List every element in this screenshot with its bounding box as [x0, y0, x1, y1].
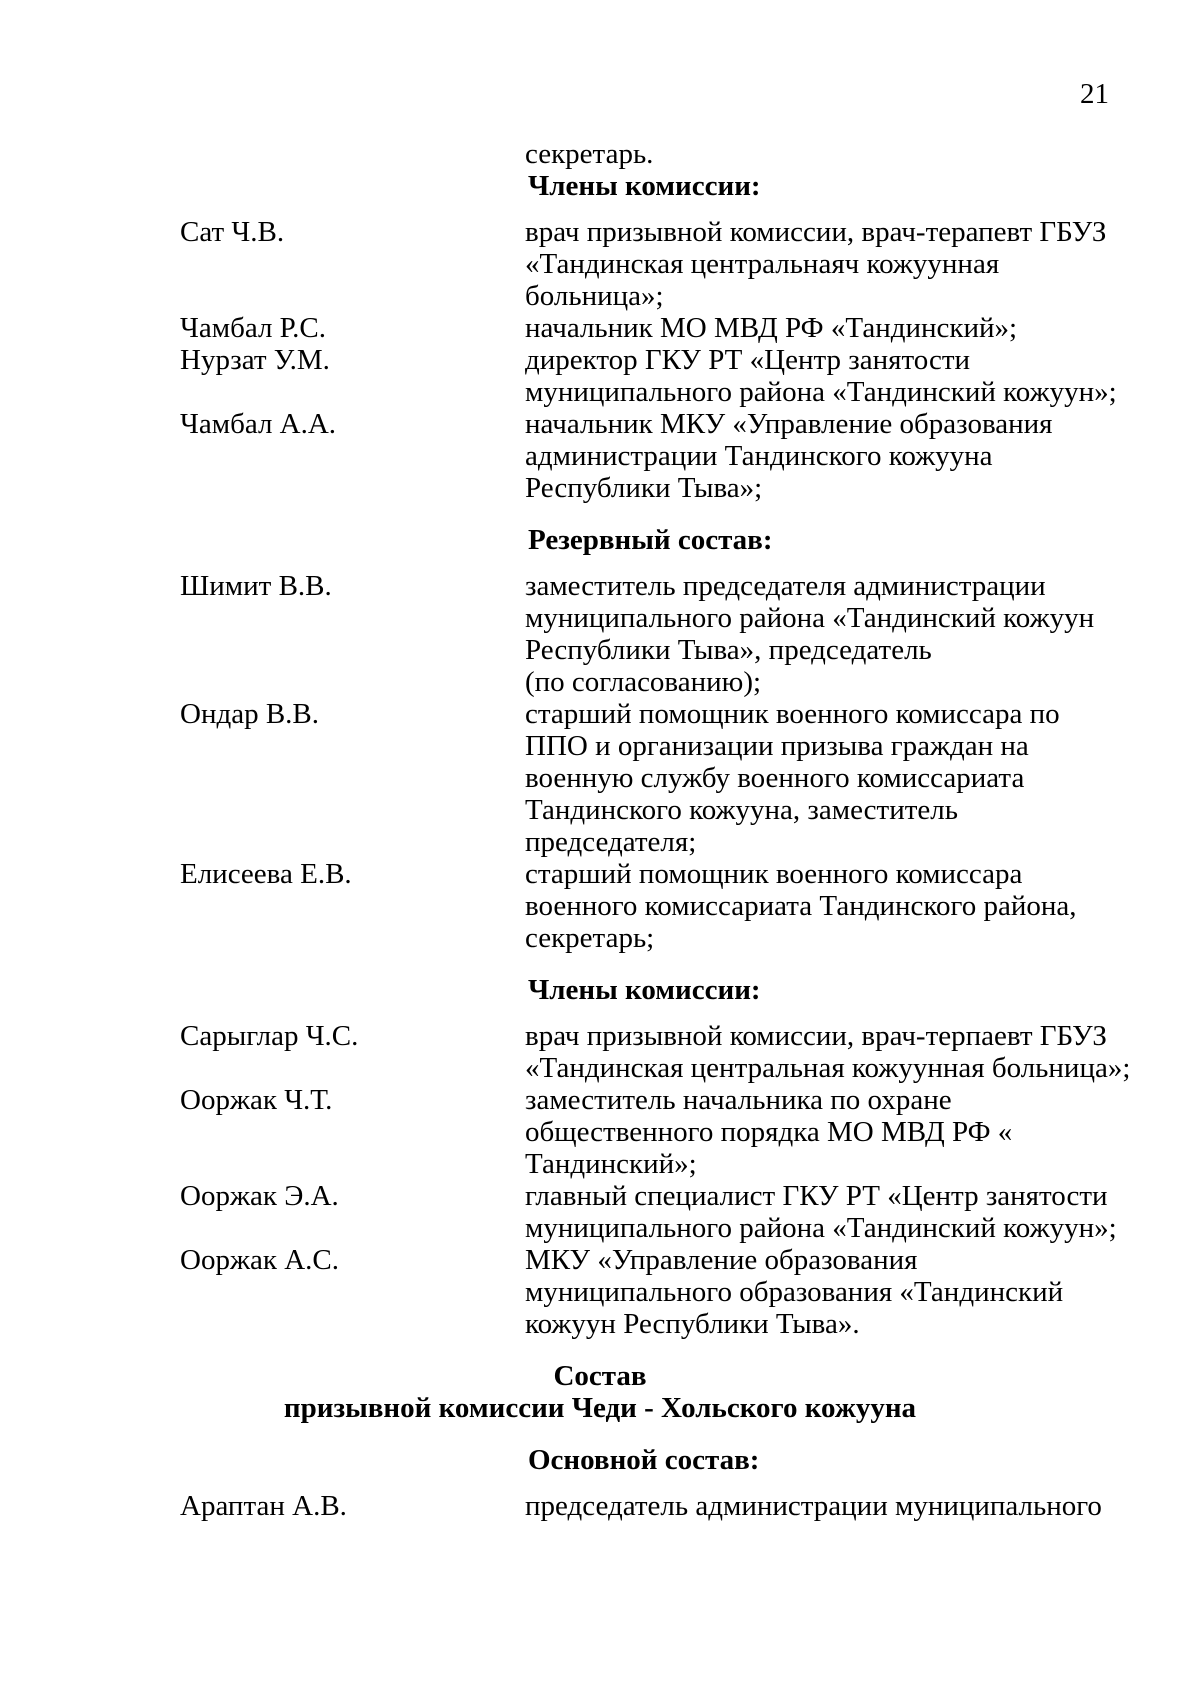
member-name: Чамбал Р.С.	[180, 312, 327, 344]
section-title-line: призывной комиссии Чеди - Хольского кожууна	[283, 1392, 917, 1424]
position-line: Республики Тыва», председатель	[525, 634, 932, 666]
member-position	[525, 1490, 1135, 1522]
member-position	[525, 216, 1135, 312]
position-line: председателя;	[525, 826, 697, 858]
position-line: ППО и организации призыва граждан на	[525, 730, 1029, 762]
position-line: муниципального района «Тандинский кожуун	[525, 602, 1095, 634]
position-line: председатель администрации муниципального	[525, 1490, 1102, 1522]
member-name: Чамбал А.А.	[180, 408, 337, 440]
member-row	[0, 570, 1200, 698]
member-row	[0, 344, 1200, 408]
member-position	[525, 138, 1135, 170]
member-position	[525, 1244, 1135, 1340]
section-heading: Резервный состав:	[528, 524, 773, 556]
member-row	[0, 1180, 1200, 1244]
position-line: (по согласованию);	[525, 666, 762, 698]
position-line: военную службу военного комиссариата	[525, 762, 1025, 794]
position-line: главный специалист ГКУ РТ «Центр занятости	[525, 1180, 1108, 1212]
member-position	[525, 858, 1135, 954]
position-line: директор ГКУ РТ «Центр занятости	[525, 344, 971, 376]
member-position	[525, 570, 1135, 698]
member-position	[525, 1180, 1135, 1244]
position-line: старший помощник военного комиссара	[525, 858, 1023, 890]
member-row	[0, 216, 1200, 312]
section-title	[0, 1360, 1200, 1424]
position-line: заместитель начальника по охране	[525, 1084, 952, 1116]
continuation-row	[0, 138, 1200, 170]
member-position	[525, 1084, 1135, 1180]
page-number: 21	[1080, 78, 1109, 110]
section-heading: Основной состав:	[528, 1444, 760, 1476]
member-row	[0, 1490, 1200, 1522]
position-line: «Тандинская центральнаяч кожуунная	[525, 248, 1000, 280]
position-line: больница»;	[525, 280, 664, 312]
member-name: Ооржак А.С.	[180, 1244, 339, 1276]
member-row	[0, 1084, 1200, 1180]
position-line: начальник МКУ «Управление образования	[525, 408, 1053, 440]
section-heading: Члены комиссии:	[528, 974, 761, 1006]
section-title-line: Состав	[553, 1360, 647, 1392]
position-line: секретарь;	[525, 922, 655, 954]
position-line: Тандинский»;	[525, 1148, 697, 1180]
position-line: «Тандинская центральная кожуунная больница»;	[525, 1052, 1131, 1084]
member-position	[525, 1020, 1135, 1084]
document-body	[0, 138, 1200, 1522]
position-line: муниципального района «Тандинский кожуун»;	[525, 1212, 1117, 1244]
position-line: администрации Тандинского кожууна	[525, 440, 993, 472]
member-row	[0, 858, 1200, 954]
position-line: заместитель председателя администрации	[525, 570, 1046, 602]
member-name: Ооржак Ч.Т.	[180, 1084, 333, 1116]
member-position	[525, 344, 1135, 408]
position-line: Тандинского кожууна, заместитель	[525, 794, 958, 826]
member-name: Шимит В.В.	[180, 570, 332, 602]
member-position	[525, 312, 1135, 344]
member-name: Елисеева Е.В.	[180, 858, 352, 890]
position-line: Республики Тыва»;	[525, 472, 763, 504]
member-row	[0, 312, 1200, 344]
position-line: старший помощник военного комиссара по	[525, 698, 1060, 730]
position-line: кожуун Республики Тыва».	[525, 1308, 860, 1340]
member-row	[0, 1244, 1200, 1340]
member-position	[525, 408, 1135, 504]
member-row	[0, 1020, 1200, 1084]
position-line: секретарь.	[525, 138, 654, 170]
member-name: Араптан А.В.	[180, 1490, 347, 1522]
member-name: Нурзат У.М.	[180, 344, 330, 376]
position-line: начальник МО МВД РФ «Тандинский»;	[525, 312, 1018, 344]
member-name: Ондар В.В.	[180, 698, 320, 730]
position-line: муниципального образования «Тандинский	[525, 1276, 1064, 1308]
member-name	[0, 138, 525, 170]
member-row	[0, 698, 1200, 858]
member-name: Сат Ч.В.	[180, 216, 285, 248]
member-name: Сарыглар Ч.С.	[180, 1020, 359, 1052]
member-name: Ооржак Э.А.	[180, 1180, 339, 1212]
position-line: врач призывной комиссии, врач-терапевт ГБУЗ	[525, 216, 1107, 248]
position-line: МКУ «Управление образования	[525, 1244, 918, 1276]
position-line: врач призывной комиссии, врач-терпаевт ГБУЗ	[525, 1020, 1107, 1052]
member-row	[0, 408, 1200, 504]
position-line: общественного порядка МО МВД РФ «	[525, 1116, 1013, 1148]
section-heading: Члены комиссии:	[528, 170, 761, 202]
position-line: военного комиссариата Тандинского района,	[525, 890, 1077, 922]
member-position	[525, 698, 1135, 858]
position-line: муниципального района «Тандинский кожуун»;	[525, 376, 1117, 408]
